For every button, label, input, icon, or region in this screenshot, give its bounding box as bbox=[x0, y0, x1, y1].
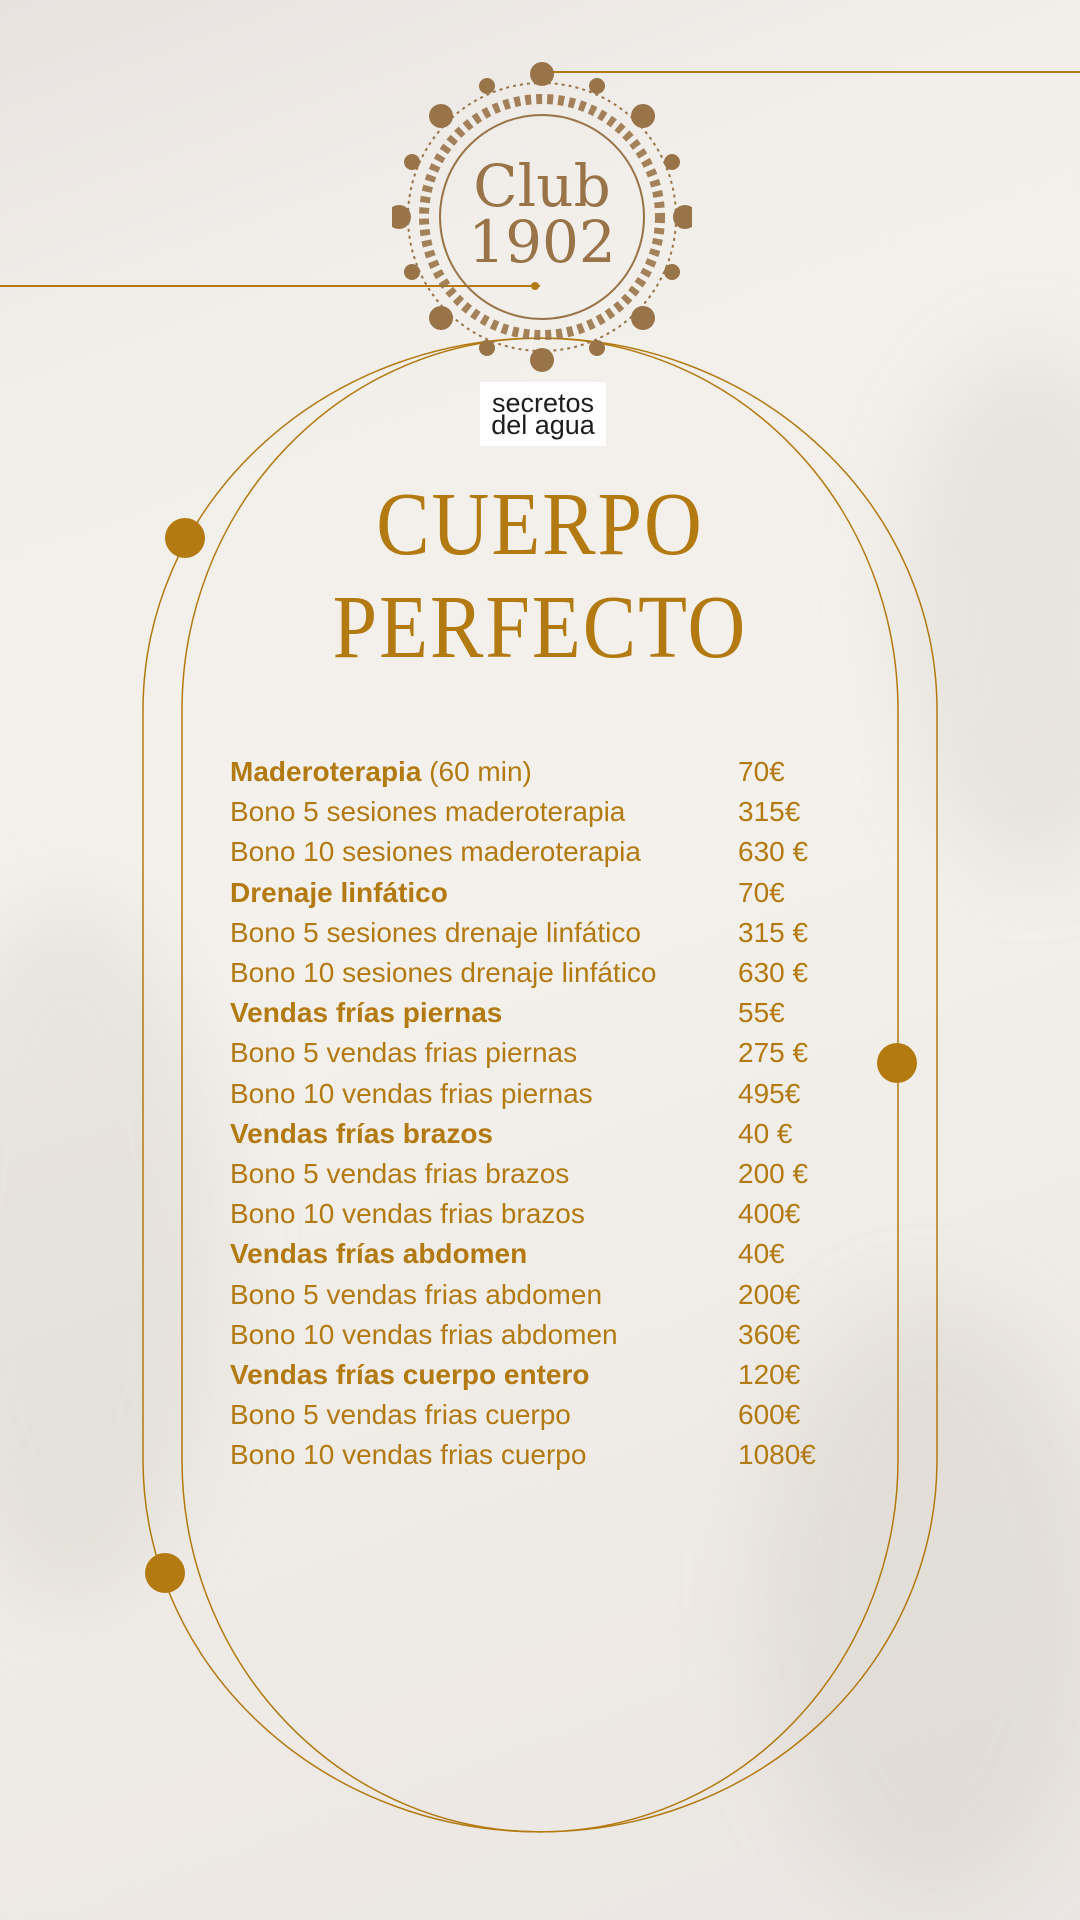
brand-line2: 1902 bbox=[468, 208, 616, 276]
menu-item-name bbox=[230, 1359, 738, 1391]
menu-item-row bbox=[230, 953, 870, 993]
menu-item-price: 70€ bbox=[738, 876, 785, 908]
menu-item-label: Bono 5 vendas frias brazos bbox=[230, 1157, 570, 1189]
menu-item-price: 120€ bbox=[738, 1358, 801, 1390]
menu-item-label: Bono 10 vendas frias brazos bbox=[230, 1198, 585, 1230]
brand-wordmark bbox=[392, 152, 692, 276]
menu-item-row bbox=[230, 1154, 870, 1194]
menu-item-price: 360€ bbox=[738, 1318, 801, 1350]
menu-item-name bbox=[230, 1439, 738, 1471]
menu-section-row bbox=[230, 1234, 870, 1274]
page-title-line1: CUERPO bbox=[376, 475, 704, 575]
menu-item-label: Vendas frías brazos bbox=[230, 1117, 494, 1149]
page-title-line2: PERFECTO bbox=[332, 578, 748, 678]
menu-item-label: Bono 10 vendas frias piernas bbox=[230, 1077, 593, 1109]
menu-item-row bbox=[230, 1074, 870, 1114]
menu-item-price: 315€ bbox=[738, 796, 801, 828]
partner-logo-line2: del agua bbox=[491, 410, 595, 440]
menu-section-row bbox=[230, 993, 870, 1033]
menu-item-label: Bono 5 sesiones maderoterapia bbox=[230, 796, 626, 828]
menu-item-price: 40 € bbox=[738, 1117, 793, 1149]
menu-item-price: 600€ bbox=[738, 1399, 801, 1431]
menu-item-price: 200 € bbox=[738, 1157, 809, 1189]
menu-item-label: Bono 5 sesiones drenaje linfático bbox=[230, 916, 641, 948]
menu-item-price: 630 € bbox=[738, 957, 809, 989]
menu-item-price: 495€ bbox=[738, 1077, 801, 1109]
accent-dot bbox=[877, 1043, 917, 1083]
menu-section-row bbox=[230, 752, 870, 792]
menu-item-name bbox=[230, 1037, 738, 1069]
menu-item-price: 275 € bbox=[738, 1037, 809, 1069]
menu-item-name bbox=[230, 756, 738, 788]
menu-item-name bbox=[230, 1158, 738, 1190]
menu-section-row bbox=[230, 1114, 870, 1154]
menu-item-row bbox=[230, 1033, 870, 1073]
menu-item-row bbox=[230, 1435, 870, 1475]
menu-item-row bbox=[230, 913, 870, 953]
menu-section-row bbox=[230, 873, 870, 913]
menu-item-label: Bono 5 vendas frias abdomen bbox=[230, 1278, 603, 1310]
accent-dot bbox=[145, 1553, 185, 1593]
menu-item-row bbox=[230, 1194, 870, 1234]
menu-item-name bbox=[230, 997, 738, 1029]
menu-item-name bbox=[230, 1238, 738, 1270]
menu-item-name bbox=[230, 917, 738, 949]
menu-item-price: 400€ bbox=[738, 1198, 801, 1230]
menu-item-name bbox=[230, 1399, 738, 1431]
menu-item-label: Bono 5 vendas frias piernas bbox=[230, 1037, 578, 1069]
partner-logo bbox=[480, 382, 606, 446]
partner-logo-line1: secretos bbox=[491, 388, 595, 418]
price-list bbox=[230, 752, 870, 1475]
menu-item-row bbox=[230, 792, 870, 832]
menu-item-name bbox=[230, 836, 738, 868]
menu-item-label: Vendas frías piernas bbox=[230, 997, 503, 1029]
menu-item-price: 55€ bbox=[738, 997, 785, 1029]
menu-item-name bbox=[230, 1118, 738, 1150]
menu-item-duration: (60 min) bbox=[421, 756, 532, 788]
menu-item-price: 70€ bbox=[738, 756, 785, 788]
menu-item-name bbox=[230, 1198, 738, 1230]
menu-item-label: Vendas frías cuerpo entero bbox=[230, 1358, 590, 1390]
menu-item-row bbox=[230, 832, 870, 872]
menu-item-label: Drenaje linfático bbox=[230, 876, 448, 908]
menu-item-label: Bono 10 sesiones drenaje linfático bbox=[230, 957, 657, 989]
menu-item-row bbox=[230, 1315, 870, 1355]
menu-item-label: Vendas frías abdomen bbox=[230, 1238, 528, 1270]
menu-item-label: Bono 10 vendas frias abdomen bbox=[230, 1318, 618, 1350]
menu-item-name bbox=[230, 1078, 738, 1110]
menu-item-name bbox=[230, 957, 738, 989]
menu-item-price: 630 € bbox=[738, 836, 809, 868]
menu-item-price: 1080€ bbox=[738, 1439, 816, 1471]
menu-item-name bbox=[230, 1319, 738, 1351]
menu-item-price: 315 € bbox=[738, 916, 809, 948]
menu-item-label: Bono 10 sesiones maderoterapia bbox=[230, 836, 641, 868]
menu-item-row bbox=[230, 1274, 870, 1314]
menu-item-name bbox=[230, 877, 738, 909]
menu-section-row bbox=[230, 1355, 870, 1395]
brand-line1: Club bbox=[473, 152, 611, 220]
menu-item-name bbox=[230, 796, 738, 828]
menu-item-price: 200€ bbox=[738, 1278, 801, 1310]
menu-item-row bbox=[230, 1395, 870, 1435]
menu-item-name bbox=[230, 1279, 738, 1311]
menu-item-label: Bono 10 vendas frias cuerpo bbox=[230, 1439, 587, 1471]
menu-item-label: Bono 5 vendas frias cuerpo bbox=[230, 1399, 571, 1431]
menu-item-price: 40€ bbox=[738, 1238, 785, 1270]
menu-item-label: Maderoterapia bbox=[230, 756, 422, 788]
